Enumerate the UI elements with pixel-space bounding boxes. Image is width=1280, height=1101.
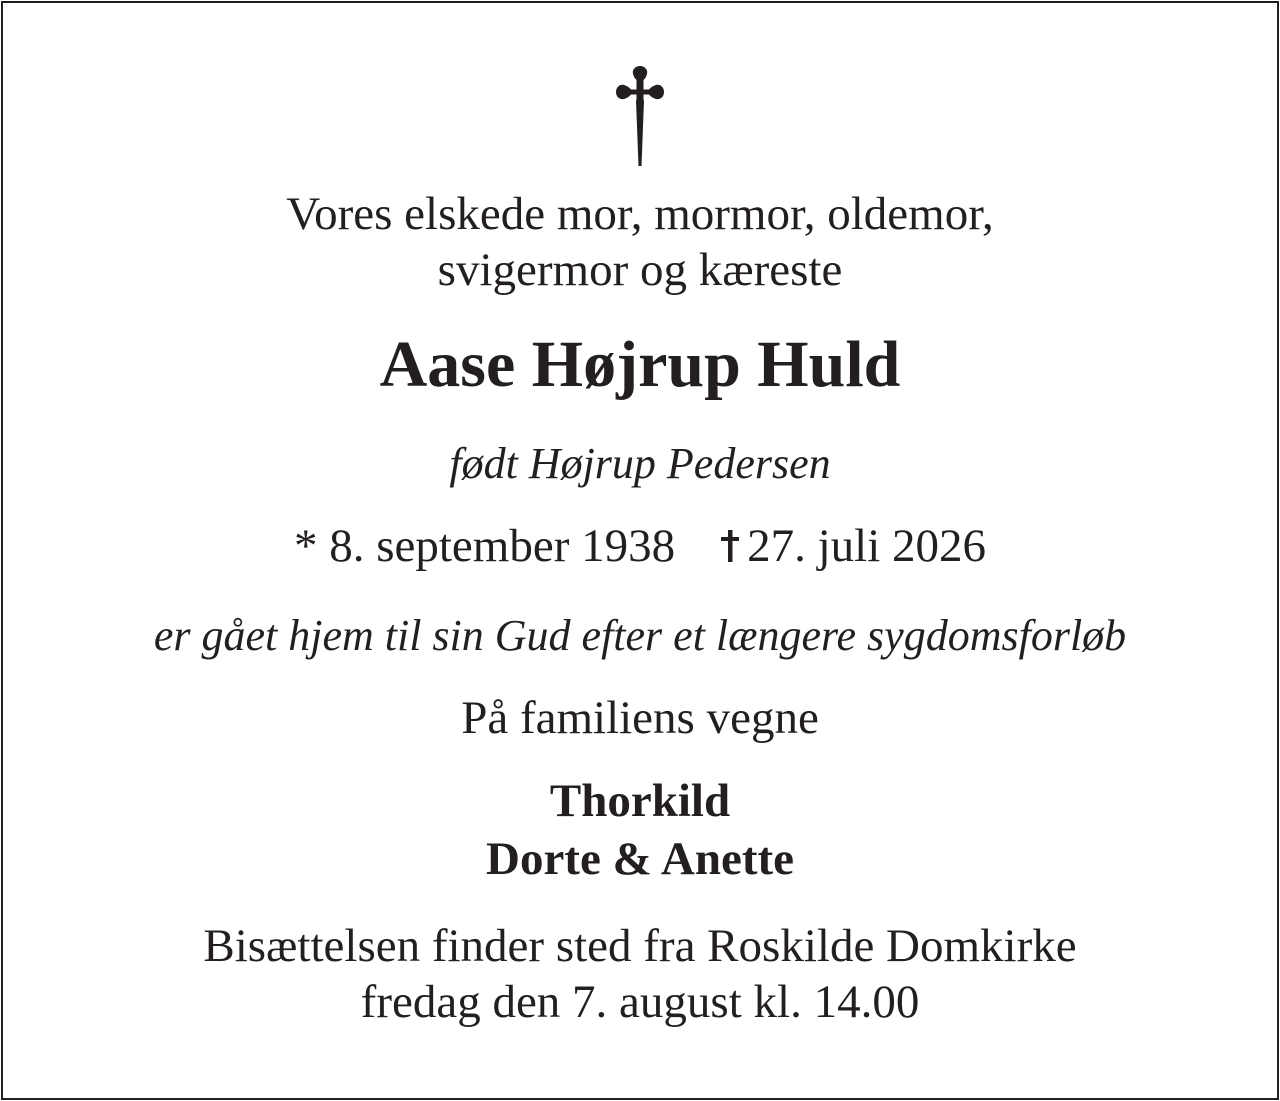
life-dates	[0, 518, 1280, 574]
service-line: Bisættelsen finder sted fra Roskilde Domkirke	[203, 920, 1077, 972]
signer-name: Dorte & Anette	[486, 833, 794, 885]
passing-text: er gået hjem til sin Gud efter et længere sygdomsforløb	[153, 611, 1127, 660]
intro-line: Vores elskede mor, mormor, oldemor,	[286, 188, 994, 240]
signers	[0, 772, 1280, 888]
intro-line: svigermor og kæreste	[437, 244, 843, 296]
latin-cross-icon	[719, 529, 741, 563]
signer-name: Thorkild	[549, 775, 731, 827]
service-line: fredag den 7. august kl. 14.00	[360, 976, 920, 1028]
birth-date: * 8. september 1938	[293, 520, 676, 572]
deceased-name: Aase Højrup Huld	[379, 328, 901, 401]
intro-text	[0, 186, 1280, 298]
on-behalf-text: På familiens vegne	[461, 692, 819, 744]
service-info	[0, 918, 1280, 1030]
maiden-name: født Højrup Pedersen	[449, 439, 831, 488]
death-date: 27. juli 2026	[747, 520, 987, 572]
ornamental-cross-icon	[612, 64, 668, 168]
